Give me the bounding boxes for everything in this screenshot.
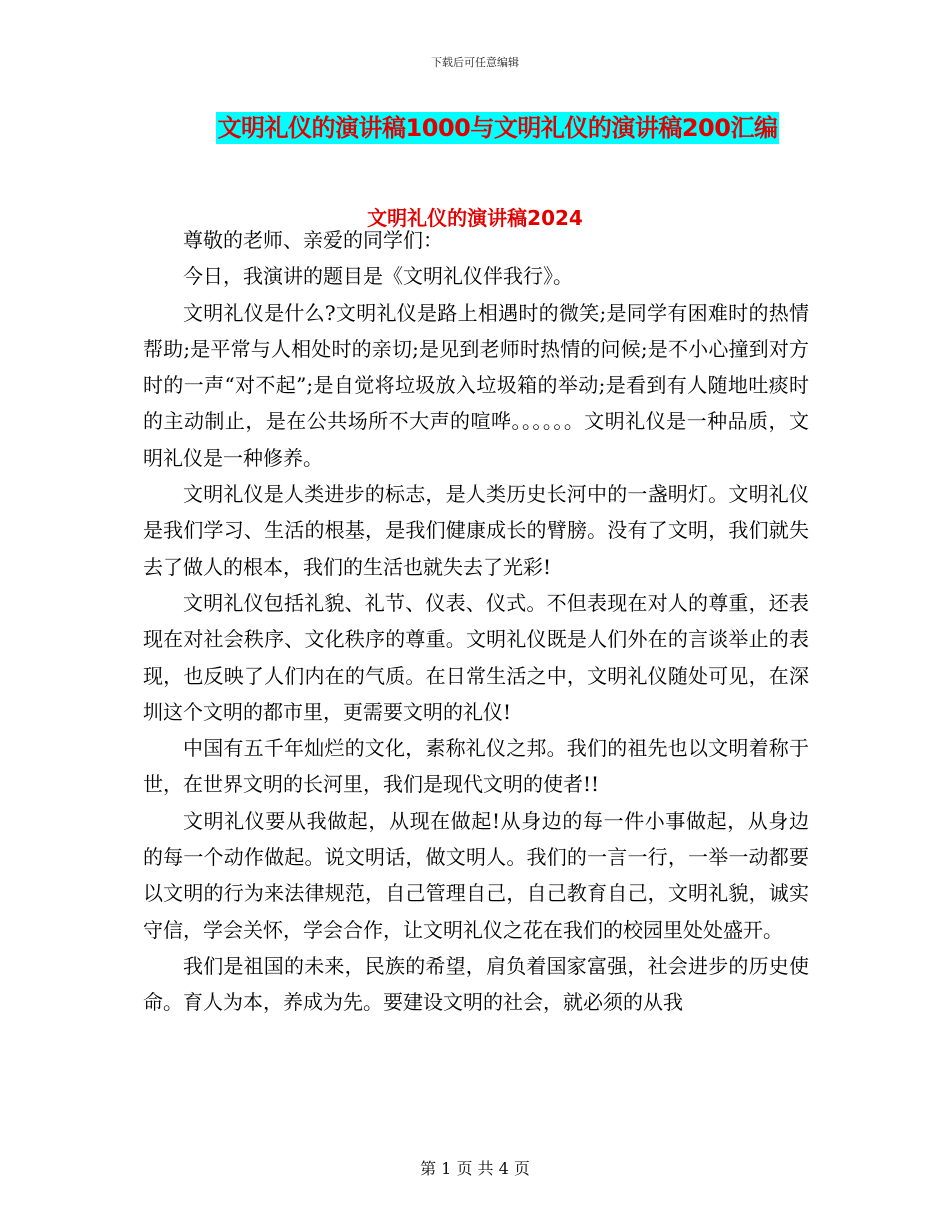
- paragraph: 文明礼仪要从我做起，从现在做起!从身边的每一件小事做起，从身边的每一个动作做起。说文明话，做文明人。我们的一言一行，一举一动都要以文明的行为来法律规范，自己管理自己，自己教育自己，文明礼貌，诚实守信，学会关怀，学会合作，让文明礼仪之花在我们的校园里处处盛开。: [143, 808, 809, 942]
- page-footer: 第 1 页 共 4 页: [420, 1159, 530, 1178]
- paragraph: 文明礼仪是人类进步的标志，是人类历史长河中的一盏明灯。文明礼仪是我们学习、生活的根基，是我们健康成长的臂膀。没有了文明，我们就失去了做人的根本，我们的生活也就失去了光彩!: [143, 482, 809, 579]
- main-title: 文明礼仪的演讲稿1000与文明礼仪的演讲稿200汇编: [217, 114, 778, 142]
- header-note: 下载后可任意编辑: [431, 56, 519, 69]
- body-text: [143, 222, 809, 1021]
- paragraph-greeting: 尊敬的老师、亲爱的同学们：: [183, 228, 443, 252]
- main-title-container: [0, 112, 950, 144]
- paragraph: 中国有五千年灿烂的文化，素称礼仪之邦。我们的祖先也以文明着称于世，在世界文明的长河里，我们是现代文明的使者!!: [143, 736, 809, 797]
- section-title: 文明礼仪的演讲稿2024: [367, 206, 583, 230]
- paragraph: 文明礼仪是什么?文明礼仪是路上相遇时的微笑;是同学有困难时的热情帮助;是平常与人相处时的亲切;是见到老师时热情的问候;是不小心撞到对方时的一声“对不起”;是自觉将垃圾放入垃圾箱的举动;是看到有人随地吐痰时的主动制止，是在公共场所不大声的喧哗。。。。。。文明礼仪是一种品质，文明礼仪是一种修养。: [143, 300, 809, 470]
- paragraph: 我们是祖国的未来，民族的希望，肩负着国家富强，社会进步的历史使命。育人为本，养成为先。要建设文明的社会，就必须的从我: [143, 953, 809, 1015]
- paragraph-topic: 今日，我演讲的题目是《文明礼仪伴我行》。: [183, 264, 573, 289]
- paragraph: 文明礼仪包括礼貌、礼节、仪表、仪式。不但表现在对人的尊重，还表现在对社会秩序、文化秩序的尊重。文明礼仪既是人们外在的言谈举止的表现，也反映了人们内在的气质。在日常生活之中，文明礼仪随处可见，在深圳这个文明的都市里，更需要文明的礼仪!: [143, 590, 809, 724]
